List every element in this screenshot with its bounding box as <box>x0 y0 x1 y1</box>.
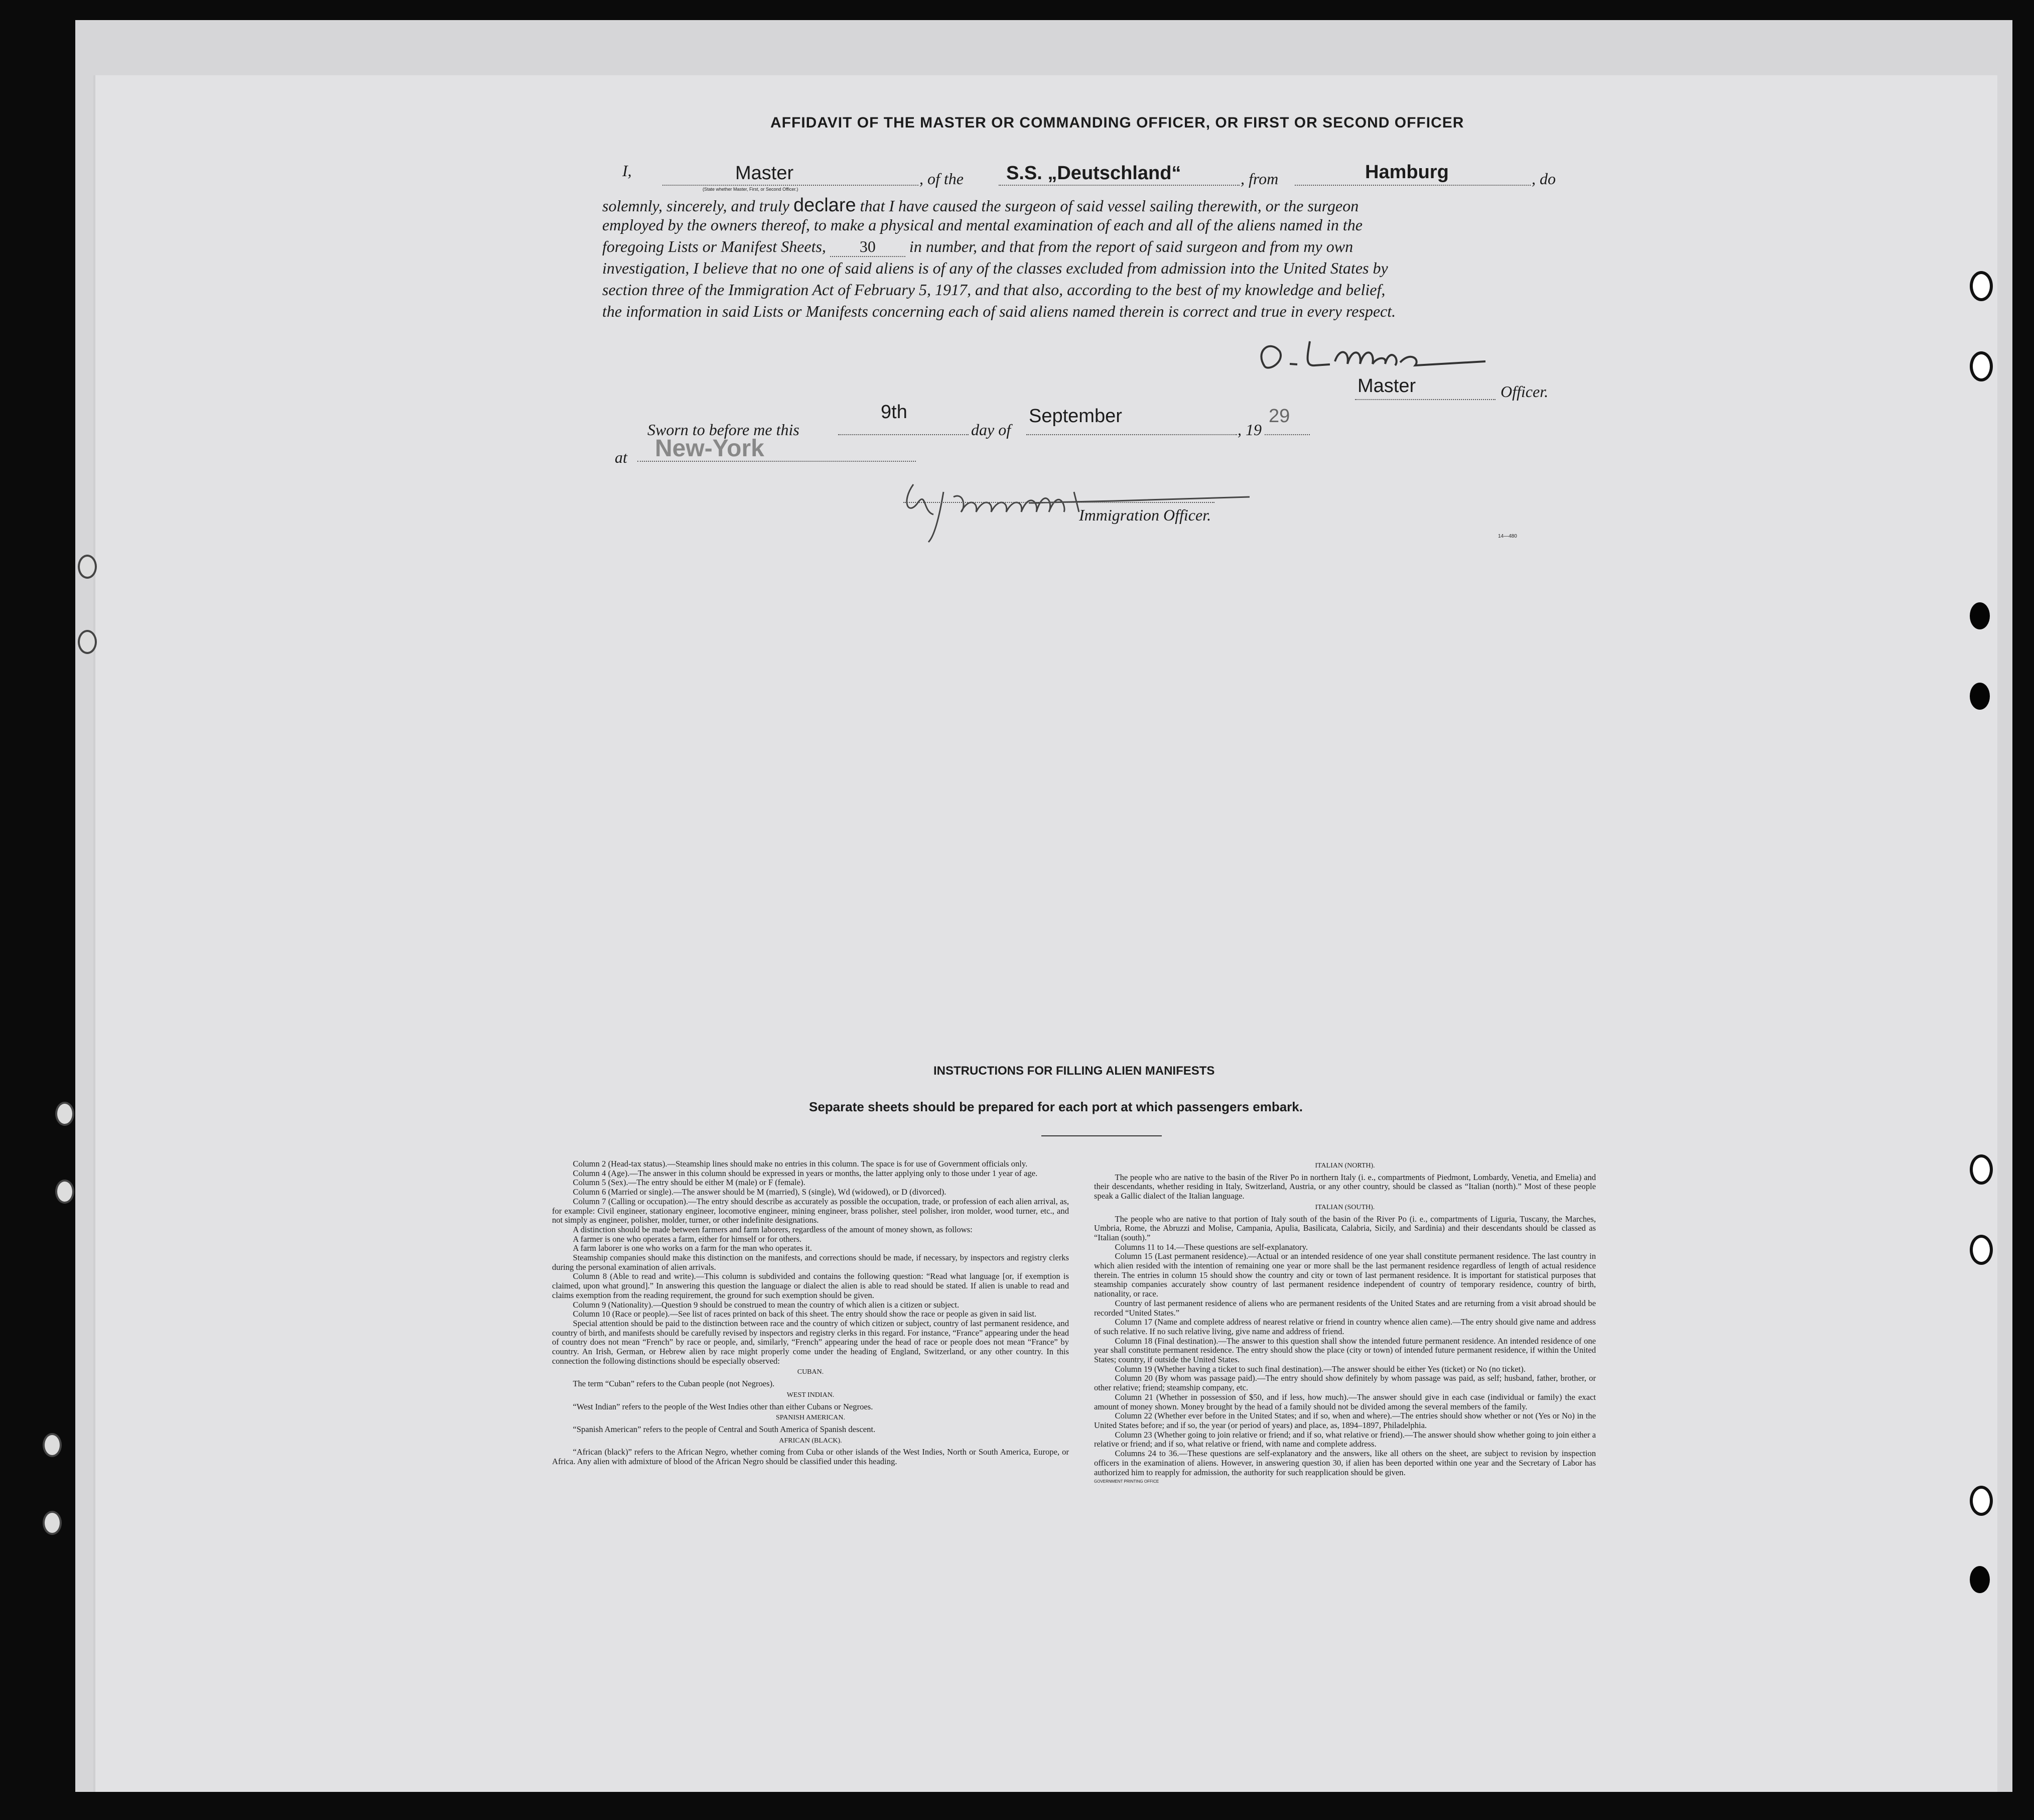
instruction-paragraph: Column 21 (Whether in possession of $50, and if less, how much).—The answer should give in each case (individual or family) the exact amount of money shown. Money brought by the head of a family should not be divided among the several members of the family. <box>1094 1392 1596 1411</box>
punch-hole <box>78 630 97 654</box>
pronoun: I, <box>622 162 632 180</box>
instruction-paragraph: Column 10 (Race or people).—See list of races printed on back of this sheet. The entry should show the race or people as given in said list. <box>573 1309 1037 1319</box>
instruction-paragraph: The people who are native to the basin of the River Po in northern Italy (i. e., compartments of Piedmont, Lombardy, Venetia, and Emelia) and their descendants, whether residing in Italy, Switzerland, Austria, or any other country, should be classed as “Italian (north).” Most of these people speak a Gallic dialect of the Italian language. <box>1094 1172 1596 1201</box>
place-value: New-York <box>655 435 764 462</box>
ship-line <box>999 185 1240 186</box>
immigration-officer-line <box>903 502 1214 503</box>
instruction-paragraph: Column 2 (Head-tax status).—Steamship lines should make no entries in this column. The space is for use of Government officials only. <box>573 1159 1028 1168</box>
instruction-paragraph: The term “Cuban” refers to the Cuban people (not Negroes). <box>573 1379 775 1389</box>
from-label: , from <box>1241 170 1279 188</box>
instructions-left-column <box>552 1159 1069 1467</box>
divider <box>1041 1135 1162 1136</box>
instruction-paragraph: “West Indian” refers to the people of the West Indies other than either Cubans or Negroes. <box>573 1401 873 1411</box>
port-value: Hamburg <box>1365 162 1449 183</box>
instructions-right-column <box>1094 1159 1596 1487</box>
affidavit-line-5: investigation, I believe that no one of said aliens is of any of the classes excluded from admission into the United States by <box>602 259 1388 277</box>
instruction-paragraph: Column 17 (Name and complete address of nearest relative or friend in country whence alien came).—The entry should give name and address of such relative. If no such relative living, give name and address of friend. <box>1094 1317 1596 1336</box>
affidavit-line-1 <box>622 162 632 180</box>
instruction-paragraph: Column 23 (Whether going to join relative or friend; and if so, what relative or friend).—The answer should show whether going to join either a relative or friend; and if so, what relative or friend, with name and complete address. <box>1094 1429 1596 1449</box>
immigration-officer-label: Immigration Officer. <box>1079 506 1211 524</box>
rank-value: Master <box>735 163 794 184</box>
year-line <box>1265 434 1310 435</box>
instruction-paragraph: Column 9 (Nationality).—Question 9 should be construed to mean the country of which alien is a citizen or subject. <box>573 1299 960 1310</box>
declare-value: declare <box>793 195 856 216</box>
section-heading: WEST INDIAN. <box>786 1391 835 1399</box>
punch-hole <box>1970 271 1993 301</box>
instruction-paragraph: Column 19 (Whether having a ticket to such final destination).—The answer should be either Yes (ticket) or No (no ticket). <box>1115 1364 1526 1374</box>
year-value: 29 <box>1269 406 1290 427</box>
punch-hole <box>55 1102 74 1126</box>
line4-pre: foregoing Lists or Manifest Sheets, <box>602 237 826 255</box>
form-number: 14—480 <box>1498 534 1517 539</box>
punch-hole <box>1970 1486 1993 1516</box>
instruction-paragraph: A distinction should be made between farmers and farm laborers, regardless of the amount of money shown, as follows: <box>573 1224 973 1234</box>
punch-hole <box>43 1511 62 1535</box>
instruction-paragraph: “African (black)” refers to the African Negro, whether coming from Cuba or other islands of the West Indies, North or South America, Europe, or Africa. Any alien with admixture of blood of the African Negro should be classified under this heading. <box>552 1447 1069 1467</box>
of-the-label: , of the <box>919 170 964 188</box>
punch-hole <box>1970 1235 1993 1265</box>
punch-hole <box>78 555 97 579</box>
instruction-paragraph: The people who are native to that portion of Italy south of the basin of the River Po (i. e., compartments of Liguria, Tuscany, the Marches, Umbria, Rome, the Abruzzi and Molise, Campania, Apulia, Basilicata, Calabria, Sicily, and Sardinia) and their descendants should be classed as “Italian (south).” <box>1094 1214 1596 1242</box>
master-signature <box>1250 331 1501 376</box>
instruction-paragraph: Column 18 (Final destination).—The answer to this question shall show the intended future permanent residence. An intended residence of one year shall constitute permanent residence. The entry should show the place (city or town) of intended future permanent residence, if within the United States; country, if outside the United States. <box>1094 1336 1596 1365</box>
manifest-page <box>95 75 1997 1792</box>
instruction-paragraph: Steamship companies should make this distinction on the manifests, and corrections should be made, if necessary, by inspectors and registry clerks during the personal examination of alien arrivals. <box>552 1253 1069 1272</box>
signer-rank: Master <box>1358 375 1416 397</box>
affidavit-line-4 <box>602 237 1353 257</box>
ship-value: S.S. „Deutschland“ <box>1006 163 1181 184</box>
instructions-title: INSTRUCTIONS FOR FILLING ALIEN MANIFESTS <box>933 1064 1215 1078</box>
affidavit-title: AFFIDAVIT OF THE MASTER OR COMMANDING OFFICER, OR FIRST OR SECOND OFFICER <box>770 114 1464 131</box>
punch-hole <box>1970 1566 1990 1593</box>
printer-imprint: GOVERNMENT PRINTING OFFICE <box>1094 1479 1159 1484</box>
line4-post: in number, and that from the report of said surgeon and from my own <box>909 237 1353 255</box>
punch-hole <box>1970 602 1990 629</box>
instructions-subtitle: Separate sheets should be prepared for each port at which passengers embark. <box>809 1099 1303 1114</box>
instruction-paragraph: Special attention should be paid to the distinction between race and the country of which citizen or subject, country of last permanent residence, and country of birth, and manifests should be carefully revised by inspectors and registry clerks in this regard. For instance, “France” appearing under the head of country does not mean “French” by race or people, and, similarly, “French” appearing under the head of race or people does not mean “France” by country. An Irish, German, or Hebrew alien by race might properly come under the heading of England, Switzerland, or any other country. In this connection the following distinctions should be especially observed: <box>552 1318 1069 1366</box>
officer-label: Officer. <box>1501 382 1549 401</box>
punch-hole <box>1970 683 1990 710</box>
day-of-label: day of <box>971 421 1011 439</box>
instruction-paragraph: Column 8 (Able to read and write).—This column is subdivided and contains the following question: “Read what language [or, if exemption is claimed, upon what ground].” In answering this question the language or dialect the alien is able to read should be stated. If alien is unable to read and claims exemption from the reading requirement, the ground for such exemption should be given. <box>552 1271 1069 1300</box>
instruction-paragraph: Column 7 (Calling or occupation).—The entry should describe as accurately as possible the occupation, trade, or profession of each alien arrival, as, for example: Civil engineer, stationary engineer, locomotive engineer, mining engineer, brass polisher, steel polisher, iron molder, wood turner, etc., and not simply as engineer, polisher, molder, turner, or other indefinite designations. <box>552 1196 1069 1225</box>
section-heading: SPANISH AMERICAN. <box>776 1414 845 1422</box>
instruction-paragraph: Column 20 (By whom was passage paid).—The entry should show definitely by whom passage was paid, as self; husband, father, brother, or other relative; friend; steamship company, etc. <box>1094 1373 1596 1393</box>
instruction-paragraph: Columns 11 to 14.—These questions are self-explanatory. <box>1115 1242 1308 1252</box>
signer-line <box>1355 399 1496 400</box>
instruction-paragraph: Column 4 (Age).—The answer in this column should be expressed in years or months, the latter applying only to those under 1 year of age. <box>573 1168 1038 1178</box>
section-heading: AFRICAN (BLACK). <box>779 1437 842 1445</box>
year-prefix: , 19 <box>1238 421 1262 439</box>
instruction-paragraph: A farm laborer is one who works on a farm for the man who operates it. <box>573 1243 812 1253</box>
instruction-paragraph: Column 6 (Married or single).—The answer should be M (married), S (single), Wd (widowed), or D (divorced). <box>573 1187 946 1197</box>
punch-hole <box>1970 351 1993 381</box>
day-value: 9th <box>881 402 907 423</box>
line2-post: that I have caused the surgeon of said vessel sailing therewith, or the surgeon <box>860 197 1359 215</box>
sworn-pre: Sworn to before me this <box>647 421 799 439</box>
affidavit-line-7: the information in said Lists or Manifests concerning each of said aliens named therein is correct and true in every respect. <box>602 302 1396 320</box>
sheet-count: 30 <box>830 237 905 257</box>
section-heading: ITALIAN (SOUTH). <box>1315 1203 1375 1211</box>
affidavit-line-3: employed by the owners thereof, to make a physical and mental examination of each and all of the aliens named in the <box>602 216 1363 234</box>
rank-line <box>662 185 918 186</box>
punch-hole <box>1970 1154 1993 1185</box>
affidavit-line-6: section three of the Immigration Act of February 5, 1917, and that also, according to the best of my knowledge and belief, <box>602 281 1386 299</box>
month-line <box>1026 434 1237 435</box>
instruction-paragraph: Columns 24 to 36.—These questions are self-explanatory and the answers, like all others on the sheet, are subject to revision by inspection officers in the examination of aliens. However, in answering question 30, if alien has been deported within one year and the Secretary of Labor has authorized him to reapply for admission, the authority for such reapplication should be given. <box>1094 1449 1596 1477</box>
instruction-paragraph: Column 5 (Sex).—The entry should be either M (male) or F (female). <box>573 1178 805 1188</box>
affidavit-line-2 <box>602 195 1359 216</box>
instruction-paragraph: Column 15 (Last permanent residence).—Actual or an intended residence of one year shall constitute permanent residence. The last country in which alien resided with the intention of remaining one year or more shall be the last permanent residence regardless of length of actual residence therein. The entries in column 15 should show the country and city or town of last permanent residence. It is important for statistical purposes that steamship companies accurately show country of last permanent residence independent of country of temporary residence, country of birth, nationality, or race. <box>1094 1251 1596 1299</box>
instruction-paragraph: Country of last permanent residence of aliens who are permanent residents of the United States and are returning from a visit abroad should be recorded “United States.” <box>1094 1298 1596 1318</box>
port-line <box>1295 185 1531 186</box>
do-label: , do <box>1532 170 1556 188</box>
punch-hole <box>55 1180 74 1204</box>
section-heading: CUBAN. <box>797 1368 824 1376</box>
month-value: September <box>1029 406 1122 427</box>
punch-hole <box>43 1433 62 1457</box>
section-heading: ITALIAN (NORTH). <box>1315 1162 1375 1169</box>
at-label: at <box>615 448 627 466</box>
day-line <box>838 434 969 435</box>
line2-pre: solemnly, sincerely, and truly <box>602 197 789 215</box>
instruction-paragraph: A farmer is one who operates a farm, either for himself or for others. <box>573 1234 802 1244</box>
instruction-paragraph: “Spanish American” refers to the people of Central and South America of Spanish descent. <box>573 1424 876 1434</box>
instruction-paragraph: Column 22 (Whether ever before in the United States; and if so, when and where).—The entries should show whether or not (Yes or No) in the United States before; and if so, the year (or period of years) and place, as, 1894–1897, Philadelphia. <box>1094 1411 1596 1430</box>
rank-hint: (State whether Master, First, or Second Officer.) <box>703 187 798 192</box>
